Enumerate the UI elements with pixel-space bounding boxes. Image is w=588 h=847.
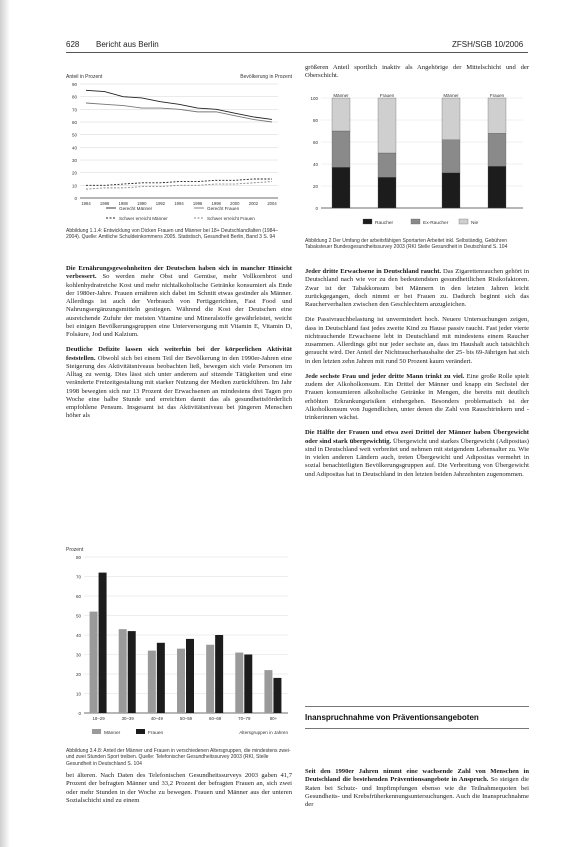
x-tick-label: 1994: [174, 201, 184, 206]
bar: [244, 655, 252, 714]
bar: [128, 631, 136, 713]
y-tick-label: 80: [75, 555, 81, 560]
y-tick-label: 100: [310, 96, 318, 101]
bar-group-label: Frauen: [489, 93, 505, 98]
bar: [119, 629, 127, 713]
bar: [177, 649, 185, 713]
legend-label: Frauen: [148, 731, 164, 736]
paragraph: [66, 265, 292, 339]
x-axis-label: Altersgruppen in Jahren: [239, 730, 288, 735]
y-tick-label: 90: [71, 82, 77, 87]
legend-swatch: [459, 219, 468, 224]
x-tick-label: 1990: [137, 201, 147, 206]
bar: [235, 653, 243, 713]
stacked-bar-segment: [378, 177, 396, 208]
y-tick-label: 80: [312, 118, 318, 123]
y-tick-label: 60: [71, 120, 77, 125]
paragraph: [305, 768, 529, 809]
bar: [90, 612, 98, 713]
stacked-bar-segment: [488, 133, 506, 166]
stacked-bar-segment: [442, 173, 460, 208]
y-tick-label: 70: [71, 107, 77, 113]
scan-gutter-shadow: [0, 0, 10, 847]
stacked-bar-segment: [488, 98, 506, 133]
y-tick-label: 0: [78, 711, 81, 716]
right-bottom-text: [305, 768, 529, 809]
y-tick-label: 40: [75, 633, 81, 638]
x-tick-label: 2000: [230, 201, 240, 206]
legend-swatch: [411, 219, 420, 224]
y-tick-label: 0: [315, 206, 318, 211]
legend-swatch: [92, 729, 101, 734]
bar: [264, 670, 272, 713]
header-rule: [66, 52, 528, 53]
paragraph-body: Obwohl sich bei einem Teil der Bevölkerung in den 1990er-Jahren eine Steigerung des Aktivitätsniveaus beobachten ließ, bewegen sich viele Personen im Alltag zu wenig. Dies lässt sich unter anderem auf sitzende Tätigkeiten und eine veränderte Freizeitgestaltung mit starker Nutzung der Medien zurückführen. Im Jahr 1998 bewegten sich nur 13 Prozent der Erwachsenen an mindestens drei Tagen pro Woche eine halbe Stunde und erreichten damit das als gesundheitsförderlich empfohlene Pensum. Insgesamt ist das Aktivitätsniveau bei jüngeren Menschen höher als: [66, 354, 292, 420]
bar: [215, 635, 223, 713]
x-tick-label: 1986: [99, 201, 110, 206]
y-tick-label: 20: [312, 184, 318, 189]
running-header-journal: ZFSH/SGB 10/2006: [452, 40, 524, 49]
bar-group-label: Männer: [333, 93, 349, 98]
paragraph: [305, 268, 529, 309]
legend-label: Gerecht Frauen: [207, 206, 240, 211]
y-tick-label: 60: [312, 140, 318, 145]
left-bottom-paragraph: bei älteren. Nach Daten des Telefonischen Gesundheitssurveys 2003 gaben 41,7 Prozent der befragten Männer und 33,2 Prozent der befragten Frauen an, sich zwei oder mehr Stunden in der Woche zu bewegen. Frauen und Männer aus der unteren Sozialschicht sind zu einem: [66, 772, 292, 804]
stacked-bar-segment: [332, 131, 350, 167]
y-axis-label: Prozent: [66, 547, 84, 553]
paragraph-body: So werden mehr Obst und Gemüse, mehr Vollkornbrot und kohlenhydratreiche Kost und mehr nichtalkoholische Getränke konsumiert als Ende der 1980er-Jahre. Frauen ernähren sich dabei im Schnitt etwas gesünder als Männer. Allerdings ist auch der Verbrauch von Fertiggerichten, Fast Food und Nahrungsergänzungsmitteln gestiegen. Während die Kost der Deutschen eine ausreichende Zufuhr der meisten Vitamine und Mineralstoffe gewährleistet, weicht bei einigen Bevölkerungsgruppen eine Unterversorgung mit Vitamin E, Vitamin D, Folsäure, Jod und Kalzium.: [66, 273, 292, 338]
x-tick-label: 2004: [267, 201, 277, 206]
y-tick-label: 70: [75, 574, 81, 580]
line-chart-weight-trend: [62, 70, 296, 228]
bar-group-label: Frauen: [379, 93, 395, 98]
section-heading: Inanspruchnahme von Präventionsangeboten: [305, 713, 479, 722]
legend-swatch: [363, 219, 372, 224]
paragraph: [305, 429, 529, 479]
legend-label: Schwer erreicht Männer: [119, 216, 168, 221]
section-rule-bottom: [305, 728, 529, 729]
series-line: [86, 179, 272, 185]
bar: [206, 645, 214, 713]
y-tick-label: 20: [75, 672, 81, 677]
x-tick-label: 2002: [248, 201, 259, 206]
paragraph-body: So steigen die Raten bei Schutz- und Impfimpfungen ebenso wie die Teilnahmequoten bei Gesundheits- und Krebsfrüherkennungsuntersuchungen. Auch die Inanspruchnahme der: [305, 776, 529, 808]
bar-chart-sport-by-age: [62, 543, 296, 751]
x-tick-label: 50–59: [179, 716, 193, 721]
y-tick-label: 30: [71, 158, 77, 163]
series-line: [86, 103, 272, 122]
x-tick-label: 18–29: [92, 716, 105, 721]
legend-swatch: [136, 729, 145, 734]
stacked-bar-segment: [378, 153, 396, 177]
y-tick-label: 50: [71, 132, 77, 138]
x-tick-label: 40–49: [150, 716, 163, 721]
paragraph: [305, 373, 529, 423]
stacked-bar-segment: [332, 98, 350, 131]
paragraph-body: Übergewicht und starkes Übergewicht (Adipositas) sind in Deutschland weit verbreitet und nehmen mit steigendem Lebensalter zu. Wie in vielen anderen Ländern auch, treten Übergewicht und Adipositas vermehrt in sozial benachteiligten Bevölkerungsgruppen auf. Die Verbreitung von Übergewicht und Adipositas hat in Deutschland in den letzten beiden Jahrzehnten zugenommen.: [305, 437, 529, 478]
x-tick-label: 1996: [192, 201, 203, 206]
section-rule-top: [305, 706, 529, 707]
paragraph-lead: Seit den 1990er Jahren nimmt eine wachsende Zahl von Menschen in Deutschland die bestehenden Präventionsangebote in Anspruch.: [305, 768, 529, 784]
legend-label: Raucher: [375, 221, 394, 226]
bar: [157, 643, 165, 713]
y-tick-label: 20: [71, 170, 77, 176]
paragraph-body: Eine große Rolle spielt zudem der Alkoholkonsum. Ein Drittel der Männer und knapp ein Sechstel der Frauen konsumieren alkoholische Getränke in Mengen, die bereits mit deutlich erhöhten Erkrankungsrisiken einhergehen. Besonders problematisch ist der Alkoholkonsum von Jugendlichen, unter denen die Zahl von Rauschtrinkern und -trinkerinnen wächst.: [305, 372, 529, 421]
bar-group-label: Männer: [443, 93, 459, 98]
legend-label: Schwer erreicht Frauen: [207, 216, 255, 221]
x-tick-label: 1988: [118, 201, 128, 206]
x-tick-label: 1998: [211, 201, 221, 206]
y-tick-label: 40: [312, 162, 318, 167]
paragraph-lead: Jede sechste Frau und jeder dritte Mann trinkt zu viel.: [305, 372, 465, 380]
figure-caption-2: Abbildung 2 Der Umfang der arbeitsfähigen Sportarten Arbeitet inkl. Selbständig, Gebühren Tabaksteuer Bundesgesundheitssurvey 2003 (RKI Stelle Gesundheit in Deutschland S. 104: [305, 238, 508, 251]
x-tick-label: 60–69: [209, 716, 222, 721]
paragraph-lead: Deutliche Defizite lassen sich weiterhin bei der körperlichen Aktivität feststellen.: [66, 346, 292, 362]
bar: [186, 639, 194, 713]
stacked-bar-segment: [488, 166, 506, 208]
figure-caption-1: Abbildung 1.1.4: Entwicklung von Dicken Frauen und Männer bei 18+ Deutschland/alten (1984–2004). Quelle: Amtliche Schuldeinkommens 2005. Statistisch, Gesundheit Berlin, Band 3 S. 94: [66, 228, 278, 241]
x-tick-label: 80+: [269, 716, 278, 721]
stacked-bar-segment: [378, 98, 396, 153]
legend-label: Nie: [471, 221, 479, 226]
legend-label: Männer: [104, 731, 121, 736]
running-header-section: Bericht aus Berlin: [96, 40, 159, 49]
left-column-text: [66, 265, 292, 428]
right-axis-label: Bevölkerung in Prozent: [240, 74, 292, 80]
y-tick-label: 0: [74, 196, 77, 201]
y-tick-label: 30: [75, 652, 81, 658]
figure-caption-3: Abbildung 3.4.8: Anteil der Männer und Frauen in verschiedenen Altersgruppen, die mindestens zwei- und zwei Stunden Sport treiben. Quelle: Telefonischer Gesundheitssurvey 2003 (RKI, Stelle Gesundheit in Deutschland S. 104: [66, 748, 291, 767]
legend-label: Ex-Raucher: [423, 221, 449, 226]
x-tick-label: 1992: [155, 201, 166, 206]
paragraph: [305, 316, 529, 366]
right-intro-paragraph: größeren Anteil sportlich inaktiv als Angehörige der Mittelschicht und der Oberschicht.: [305, 64, 529, 80]
paragraph-body: Das Zigarettenrauchen gehört in Deutschland nach wie vor zu den bedeutendsten gesundheitlichen Risikofaktoren. Zwar ist der Tabakkonsum bei Männern in den letzten Jahren leicht zurückgegangen, doch nimmt er bei Frauen zu. Dadurch beginnt sich das Raucherverhalten zwischen den Geschlechtern anzugleichen.: [305, 268, 529, 308]
x-tick-label: 70–79: [238, 716, 251, 721]
stacked-bar-segment: [442, 98, 460, 140]
paragraph-body: Die Passivrauchbelastung ist unvermindert hoch. Neuere Untersuchungen zeigen, dass in Deutschland fast jedes zweite Kind zu Hause passiv raucht. Fast jeder vierte nichtrauchende Erwachsene lebt in Deutschland mit mindestens einem Raucher zusammen. Allerdings gibt nur jeder sechste an, dass im Haushalt auch tatsächlich geraucht wird. Der Anteil der Nichtraucherhaushalte der 25- bis 69-Jährigen hat sich in den letzten zehn Jahren mit rund 50 Prozent kaum verändert.: [305, 316, 529, 365]
y-tick-label: 80: [71, 94, 77, 100]
bar: [148, 651, 156, 713]
stacked-bar-chart-smoking: [303, 90, 531, 238]
paragraph: [66, 346, 292, 420]
page-number: 628: [66, 40, 80, 49]
y-tick-label: 60: [75, 594, 81, 599]
left-axis-label: Anteil in Prozent: [66, 74, 103, 80]
stacked-bar-segment: [442, 140, 460, 173]
x-tick-label: 1984: [81, 201, 91, 206]
stacked-bar-segment: [332, 167, 350, 208]
y-tick-label: 50: [75, 613, 81, 619]
bar: [273, 678, 281, 713]
legend-label: Gerecht Männer: [119, 206, 153, 211]
bar: [99, 573, 107, 713]
y-tick-label: 10: [71, 183, 77, 189]
paragraph-lead: Jeder dritte Erwachsene in Deutschland raucht.: [305, 268, 442, 275]
right-column-text: [305, 268, 529, 486]
y-tick-label: 10: [75, 691, 81, 697]
paragraph-lead: Die Ernährungsgewohnheiten der Deutschen haben sich in mancher Hinsicht verbessert.: [66, 265, 292, 281]
x-tick-label: 30–39: [121, 716, 134, 721]
paragraph-lead: Die Hälfte der Frauen und etwa zwei Drittel der Männer haben Übergewicht oder sind stark übergewichtig.: [305, 429, 529, 445]
y-tick-label: 40: [71, 145, 77, 151]
